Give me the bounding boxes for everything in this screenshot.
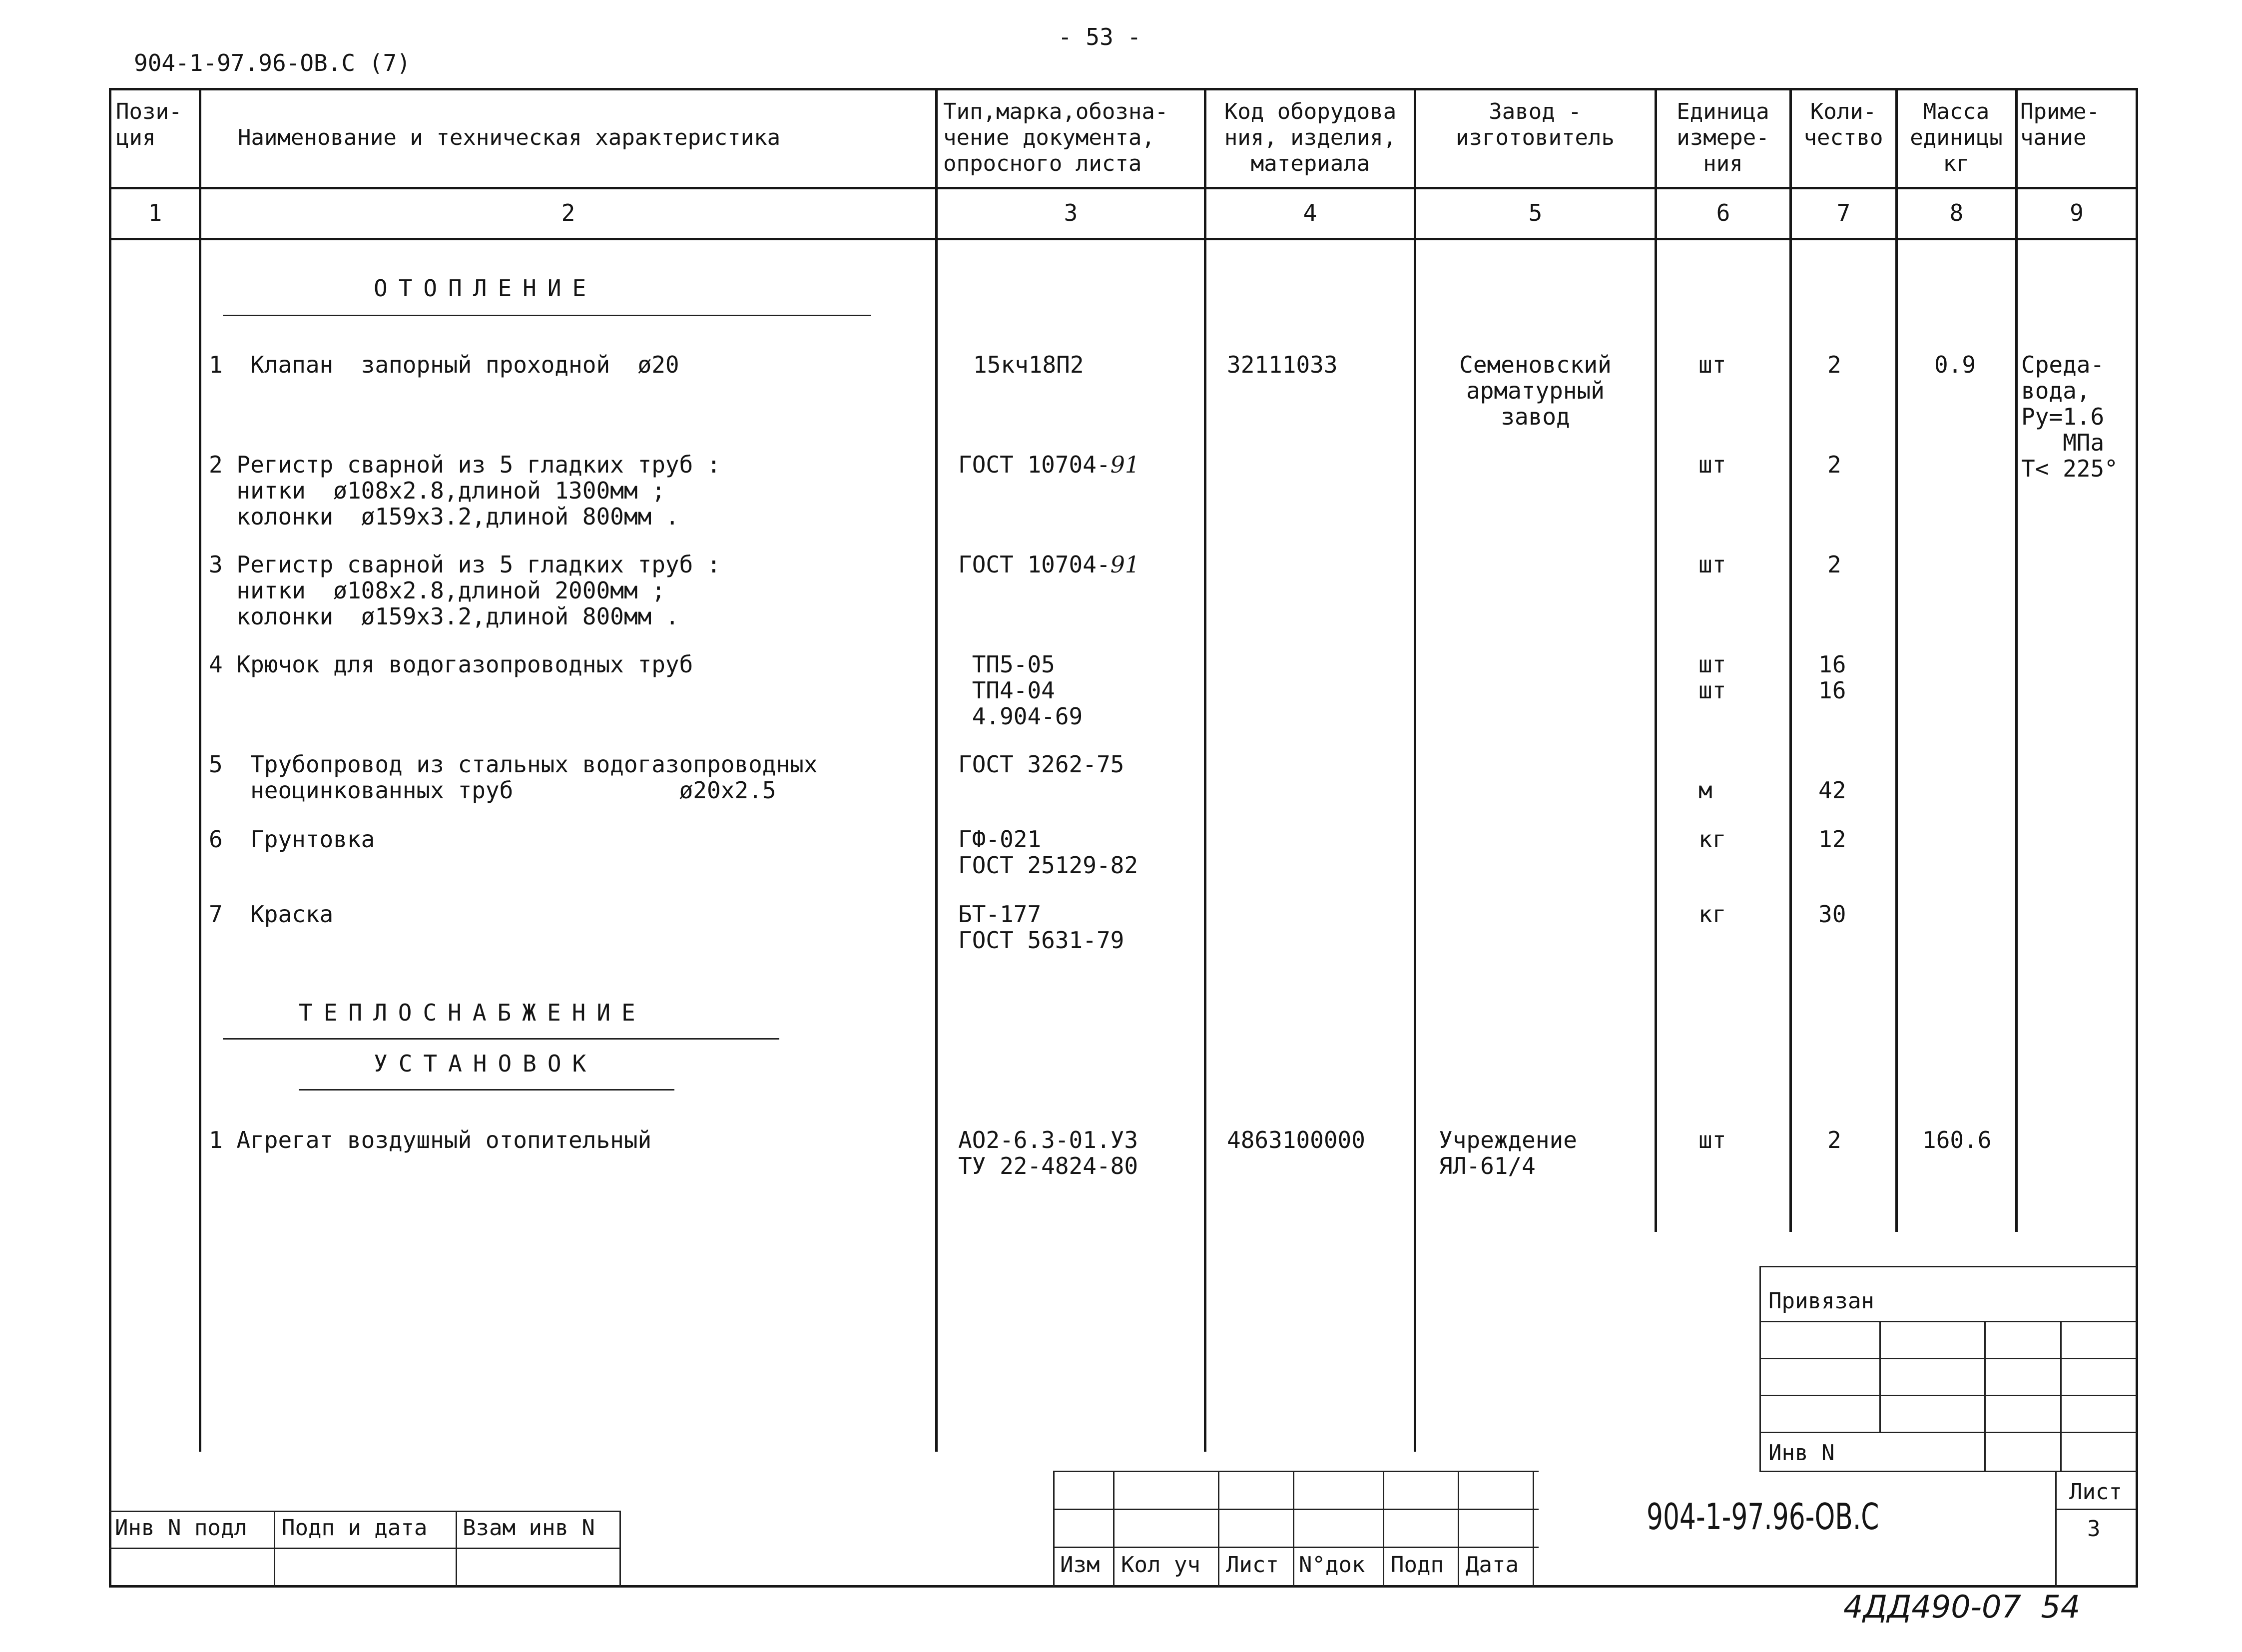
title-col-change: Изм (1060, 1552, 1100, 1578)
inventory-original-label: Инв N подл (115, 1515, 247, 1541)
item-qty: 16 16 (1818, 651, 1846, 704)
sheet-number: 3 (2087, 1516, 2101, 1542)
binding-label: Привязан (1768, 1288, 1874, 1314)
item-name: 6 Грунтовка (209, 826, 375, 853)
item-qty: 30 (1818, 901, 1846, 928)
col-header-maker: Завод - изготовитель (1456, 99, 1615, 150)
item-unit: кг (1698, 901, 1726, 928)
page-number: - 53 - (1058, 23, 1141, 50)
item-code: 32111033 (1227, 351, 1338, 378)
item-maker: Учреждение ЯЛ-61/4 (1439, 1126, 1577, 1179)
col-header-type: Тип,марка,обозна- чение документа, опросного листа (943, 99, 1168, 176)
col-number: 6 (1716, 199, 1730, 226)
col-number: 9 (2070, 199, 2084, 226)
item-qty: 2 (1827, 551, 1841, 578)
item-type: БТ-177 ГОСТ 5631-79 (958, 901, 1124, 954)
item-unit: кг (1698, 826, 1726, 853)
item-type: ГОСТ 10704-91 (958, 451, 1140, 478)
item-mass: 0.9 (1934, 351, 1976, 378)
col-number: 3 (1064, 199, 1078, 226)
item-qty: 42 (1818, 777, 1846, 804)
item-name: 3 Регистр сварной из 5 гладких труб : нитки ø108х2.8,длиной 2000мм ; колонки ø159х3.2,длиной 800мм . (209, 551, 721, 630)
archive-number: 4ДД490-07 54 (1843, 1589, 2081, 1625)
item-unit: шт (1698, 451, 1726, 478)
col-header-note: Приме- чание (2020, 99, 2100, 150)
item-name: 4 Крючок для водогазопроводных труб (209, 651, 693, 678)
sheet-label: Лист (2069, 1479, 2122, 1505)
col-number: 1 (148, 199, 162, 226)
item-qty: 2 (1827, 451, 1841, 478)
replace-inventory-label: Взам инв N (463, 1515, 595, 1541)
inventory-number-label: Инв N (1768, 1440, 1835, 1466)
item-maker: Семеновский арматурный завод (1459, 351, 1612, 430)
col-header-code: Код оборудова ния, изделия, материала (1224, 99, 1397, 176)
item-type: АО2-6.3-01.У3 ТУ 22-4824-80 (958, 1126, 1138, 1179)
item-code: 4863100000 (1227, 1126, 1365, 1153)
item-type: ТП5-05 ТП4-04 4.904-69 (972, 651, 1083, 730)
item-type: ГОСТ 10704-91 (958, 551, 1140, 578)
item-name: 2 Регистр сварной из 5 гладких труб : нитки ø108х2.8,длиной 1300мм ; колонки ø159х3.2,длиной 800мм . (209, 451, 721, 530)
col-number: 2 (561, 199, 575, 226)
item-mass: 160.6 (1922, 1126, 1992, 1153)
col-number: 8 (1949, 199, 1964, 226)
item-name: 5 Трубопровод из стальных водогазопроводных неоцинкованных труб ø20х2.5 (209, 751, 818, 804)
item-unit: шт шт (1698, 651, 1726, 704)
col-number: 4 (1303, 199, 1317, 226)
section-title-installations: УСТАНОВОК (374, 1050, 597, 1077)
section-title-heat-supply: ТЕПЛОСНАБЖЕНИЕ (299, 999, 646, 1026)
item-qty: 2 (1827, 1126, 1841, 1153)
title-col-date: Дата (1466, 1552, 1519, 1578)
item-note: Среда- вода, Ру=1.6 МПа Т< 225° (2021, 351, 2118, 482)
section-title-heating: ОТОПЛЕНИЕ (374, 275, 597, 302)
item-type: ГФ-021 ГОСТ 25129-82 (958, 826, 1138, 879)
title-col-signature: Подп (1391, 1552, 1444, 1578)
title-document-code: 904-1-97.96-ОВ.С (1647, 1496, 1879, 1538)
item-unit: шт (1698, 351, 1726, 378)
title-col-docnum: N°док (1299, 1552, 1365, 1578)
item-name: 7 Краска (209, 901, 334, 928)
col-number: 5 (1528, 199, 1543, 226)
col-header-unit: Единица измере- ния (1677, 99, 1769, 176)
title-col-sheet: Лист (1226, 1552, 1279, 1578)
col-header-position: Пози- ция (116, 99, 182, 150)
item-unit: шт (1698, 1126, 1726, 1153)
col-header-mass: Масса единицы кг (1910, 99, 2003, 176)
item-unit: шт (1698, 551, 1726, 578)
item-type: 15кч18П2 (973, 351, 1084, 378)
item-type: ГОСТ 3262-75 (958, 751, 1124, 778)
item-name: 1 Клапан запорный проходной ø20 (209, 351, 679, 378)
item-unit: м (1698, 777, 1712, 804)
item-qty: 2 (1827, 351, 1841, 378)
title-col-count: Кол уч (1121, 1552, 1200, 1578)
document-code: 904-1-97.96-ОВ.С (7) (134, 49, 411, 76)
item-qty: 12 (1818, 826, 1846, 853)
signature-date-label: Подп и дата (282, 1515, 428, 1541)
item-name: 1 Агрегат воздушный отопительный (209, 1126, 652, 1153)
col-header-name: Наименование и техническая характеристика (238, 125, 781, 150)
col-header-qty: Коли- чество (1803, 99, 1883, 150)
col-number: 7 (1836, 199, 1851, 226)
